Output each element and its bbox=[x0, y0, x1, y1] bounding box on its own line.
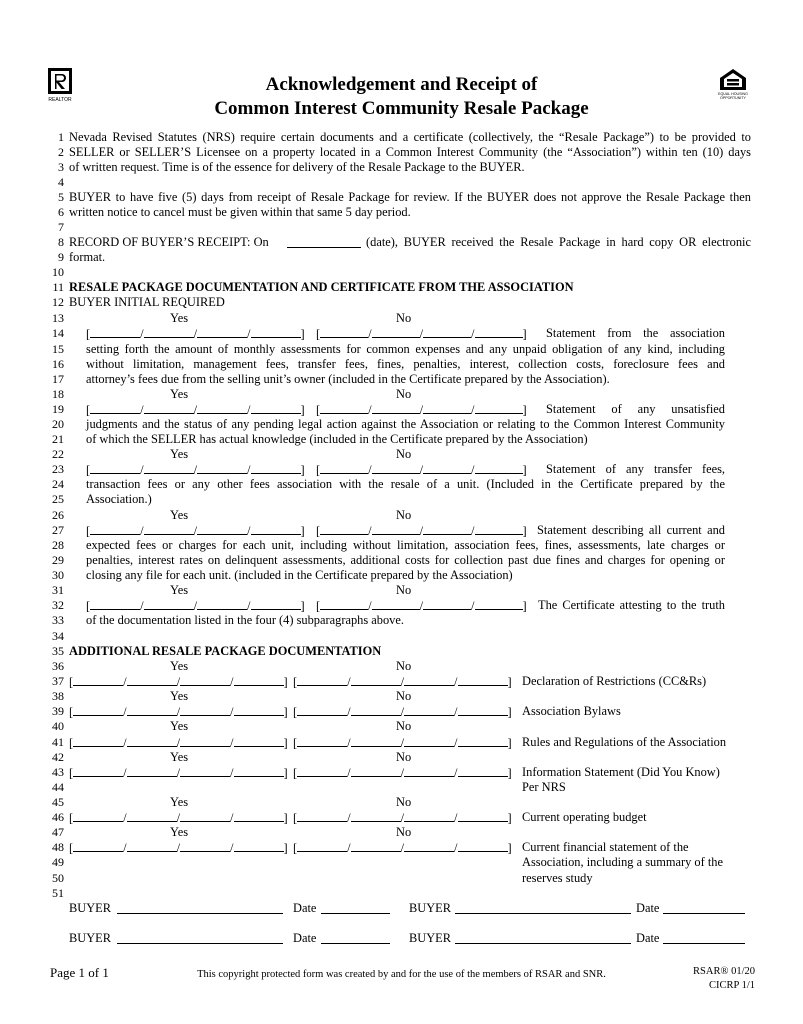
line-number: 12 bbox=[52, 295, 64, 309]
item-description-line: penalties, interest rates on delinquent assessments, additional costs for collection past due fines and charges for opening or bbox=[86, 553, 725, 567]
initials-field[interactable] bbox=[320, 402, 368, 414]
initials-field[interactable] bbox=[197, 462, 247, 474]
line-number: 15 bbox=[52, 342, 64, 356]
line-number: 3 bbox=[58, 160, 64, 174]
line-number: 32 bbox=[52, 598, 64, 612]
initials-field[interactable] bbox=[90, 402, 140, 414]
line-number: 13 bbox=[52, 311, 64, 325]
line-number: 33 bbox=[52, 613, 64, 627]
line-number: 29 bbox=[52, 553, 64, 567]
intro-line-5: BUYER to have five (5) days from receipt of Resale Package for review. If the BUYER does not approve the Resale Package then bbox=[69, 190, 751, 204]
no-initials-box: [ / / / ] bbox=[316, 524, 527, 538]
initials-field[interactable] bbox=[351, 840, 401, 852]
initials-field[interactable] bbox=[144, 523, 194, 535]
yes-label: Yes bbox=[170, 825, 189, 839]
initials-field[interactable] bbox=[180, 810, 230, 822]
initials-field[interactable] bbox=[197, 326, 247, 338]
initials-field[interactable] bbox=[180, 840, 230, 852]
yes-initials-box: [ / / / ] bbox=[69, 766, 288, 780]
line-number: 19 bbox=[52, 402, 64, 416]
no-label: No bbox=[396, 583, 412, 597]
initials-field[interactable] bbox=[127, 674, 177, 686]
line-number: 41 bbox=[52, 735, 64, 749]
yes-label: Yes bbox=[170, 750, 189, 764]
item-description-line: of the documentation listed in the four (4) subparagraphs above. bbox=[86, 613, 404, 627]
initials-field[interactable] bbox=[297, 674, 347, 686]
initials-field[interactable] bbox=[372, 598, 420, 610]
line-number: 17 bbox=[52, 372, 64, 386]
initials-field[interactable] bbox=[297, 735, 347, 747]
line-number: 25 bbox=[52, 492, 64, 506]
item-description-line: transaction fees or any other fees association with the resale of a unit. (Included in the Certificate prepared by the bbox=[86, 477, 725, 491]
initials-field[interactable] bbox=[404, 765, 454, 777]
item-description-line: setting forth the amount of monthly assessments for common expenses and any unpaid obligation of any kind, including bbox=[86, 342, 725, 356]
initials-field[interactable] bbox=[234, 765, 284, 777]
date-label: Date bbox=[293, 931, 317, 945]
buyer-signature-field[interactable] bbox=[117, 932, 283, 944]
line-number: 7 bbox=[58, 220, 64, 234]
yes-initials-box: [ / / / ] bbox=[69, 705, 288, 719]
no-initials-box: [ / / / ] bbox=[293, 841, 512, 855]
item-statement: Statement of any transfer fees, bbox=[546, 462, 725, 476]
initials-field[interactable] bbox=[251, 598, 301, 610]
yes-initials-box: [ / / / ] bbox=[86, 463, 305, 477]
document-name: Declaration of Restrictions (CC&Rs) bbox=[522, 674, 707, 688]
initials-field[interactable] bbox=[90, 462, 140, 474]
line-number: 26 bbox=[52, 508, 64, 522]
initials-field[interactable] bbox=[320, 523, 368, 535]
initials-field[interactable] bbox=[73, 674, 123, 686]
initials-field[interactable] bbox=[127, 735, 177, 747]
line-number: 27 bbox=[52, 523, 64, 537]
yes-initials-box: [ / / / ] bbox=[86, 327, 305, 341]
line-number: 42 bbox=[52, 750, 64, 764]
title-line-2: Common Interest Community Resale Package bbox=[214, 98, 589, 119]
initials-field[interactable] bbox=[234, 840, 284, 852]
initials-field[interactable] bbox=[351, 810, 401, 822]
yes-initials-box: [ / / / ] bbox=[69, 841, 288, 855]
initials-field[interactable] bbox=[475, 523, 523, 535]
initials-field[interactable] bbox=[73, 735, 123, 747]
initials-field[interactable] bbox=[351, 704, 401, 716]
initials-field[interactable] bbox=[144, 462, 194, 474]
line-number: 34 bbox=[52, 629, 64, 643]
yes-label: Yes bbox=[170, 583, 189, 597]
line-number: 21 bbox=[52, 432, 64, 446]
buyer-label: BUYER bbox=[69, 931, 111, 945]
initials-field[interactable] bbox=[351, 735, 401, 747]
yes-initials-box: [ / / / ] bbox=[69, 811, 288, 825]
date-field[interactable] bbox=[663, 932, 745, 944]
yes-initials-box: [ / / / ] bbox=[69, 736, 288, 750]
item-statement: Statement of any unsatisfied bbox=[546, 402, 725, 416]
line-number: 28 bbox=[52, 538, 64, 552]
yes-label: Yes bbox=[170, 387, 189, 401]
initials-field[interactable] bbox=[475, 598, 523, 610]
date-field[interactable] bbox=[663, 902, 745, 914]
document-name: Association Bylaws bbox=[522, 704, 621, 718]
line-number: 22 bbox=[52, 447, 64, 461]
yes-initials-box: [ / / / ] bbox=[86, 599, 305, 613]
section1-heading: RESALE PACKAGE DOCUMENTATION AND CERTIFICATE FROM THE ASSOCIATION bbox=[69, 280, 574, 294]
yes-label: Yes bbox=[170, 719, 189, 733]
initials-field[interactable] bbox=[404, 810, 454, 822]
initials-field[interactable] bbox=[127, 840, 177, 852]
line-number: 50 bbox=[52, 871, 64, 885]
initials-field[interactable] bbox=[458, 765, 508, 777]
yes-label: Yes bbox=[170, 311, 189, 325]
item-description-line: without limitation, management fees, transfer fees, fines, penalties, interest, collection costs, foreclosure fees and bbox=[86, 357, 725, 371]
line-number: 23 bbox=[52, 462, 64, 476]
yes-label: Yes bbox=[170, 447, 189, 461]
initials-field[interactable] bbox=[251, 402, 301, 414]
no-label: No bbox=[396, 825, 412, 839]
cicrp-code: CICRP 1/1 bbox=[709, 980, 755, 991]
item-description-line: expected fees or charges for each unit, including without limitation, association fees, fines, assessments, late charges or bbox=[86, 538, 725, 552]
no-initials-box: [ / / / ] bbox=[316, 327, 527, 341]
date-label: Date bbox=[293, 901, 317, 915]
initials-field[interactable] bbox=[351, 765, 401, 777]
initials-field[interactable] bbox=[90, 326, 140, 338]
item-description-line: judgments and the status of any pending legal action against the Association or relating to the Common Interest Community bbox=[86, 417, 725, 431]
no-initials-box: [ / / / ] bbox=[316, 599, 527, 613]
svg-text:REALTOR: REALTOR bbox=[48, 97, 72, 102]
initials-field[interactable] bbox=[197, 598, 247, 610]
intro-line-6: written notice to cancel must be given within that same 5 day period. bbox=[69, 205, 411, 219]
yes-initials-box: [ / / / ] bbox=[69, 675, 288, 689]
initials-field[interactable] bbox=[423, 598, 471, 610]
item-statement: The Certificate attesting to the truth bbox=[538, 598, 725, 612]
initials-field[interactable] bbox=[372, 402, 420, 414]
initials-field[interactable] bbox=[127, 810, 177, 822]
initials-field[interactable] bbox=[180, 674, 230, 686]
form-code bbox=[693, 965, 755, 993]
copyright-notice: This copyright protected form was created by and for the use of the members of RSAR and SNR. bbox=[197, 969, 606, 980]
line-number: 47 bbox=[52, 825, 64, 839]
initials-field[interactable] bbox=[320, 326, 368, 338]
line-number: 37 bbox=[52, 674, 64, 688]
line-number: 20 bbox=[52, 417, 64, 431]
yes-label: Yes bbox=[170, 795, 189, 809]
yes-label: Yes bbox=[170, 659, 189, 673]
date-field[interactable] bbox=[321, 932, 390, 944]
line-number: 18 bbox=[52, 387, 64, 401]
intro-line-2: SELLER or SELLER’S Licensee on a property located in a Common Interest Community (the “Association”) within ten (10) days bbox=[69, 145, 751, 159]
no-label: No bbox=[396, 447, 412, 461]
yes-label: Yes bbox=[170, 689, 189, 703]
initials-field[interactable] bbox=[90, 598, 140, 610]
initials-field[interactable] bbox=[127, 704, 177, 716]
initials-field[interactable] bbox=[372, 462, 420, 474]
receipt-label: RECORD OF BUYER’S RECEIPT: On bbox=[69, 235, 269, 249]
yes-initials-box: [ / / / ] bbox=[86, 403, 305, 417]
initials-field[interactable] bbox=[372, 326, 420, 338]
line-number: 8 bbox=[58, 235, 64, 249]
section2-heading: ADDITIONAL RESALE PACKAGE DOCUMENTATION bbox=[69, 644, 382, 658]
yes-label: Yes bbox=[170, 508, 189, 522]
initials-field[interactable] bbox=[458, 674, 508, 686]
initials-field[interactable] bbox=[372, 523, 420, 535]
document-name: Per NRS bbox=[522, 780, 566, 795]
no-initials-box: [ / / / ] bbox=[316, 403, 527, 417]
svg-text:EQUAL HOUSING: EQUAL HOUSING bbox=[718, 92, 748, 96]
item-description-line: of which the SELLER has actual knowledge (included in the Certificate prepared by the Association) bbox=[86, 432, 588, 446]
document-name: Association, including a summary of the bbox=[522, 855, 723, 870]
initials-field[interactable] bbox=[423, 462, 471, 474]
title-line-1: Acknowledgement and Receipt of bbox=[265, 74, 538, 95]
intro-line-9: format. bbox=[69, 250, 106, 264]
no-label: No bbox=[396, 795, 412, 809]
date-label: Date bbox=[636, 931, 660, 945]
no-initials-box: [ / / / ] bbox=[293, 736, 512, 750]
initials-field[interactable] bbox=[180, 735, 230, 747]
no-label: No bbox=[396, 750, 412, 764]
document-name: Current financial statement of the bbox=[522, 840, 689, 854]
initials-field[interactable] bbox=[423, 402, 471, 414]
line-number: 2 bbox=[58, 145, 64, 159]
page-number: Page 1 of 1 bbox=[50, 965, 109, 980]
svg-text:OPPORTUNITY: OPPORTUNITY bbox=[720, 96, 746, 100]
rsar-code: RSAR® 01/20 bbox=[693, 966, 755, 977]
line-number: 1 bbox=[58, 130, 64, 144]
initials-field[interactable] bbox=[234, 674, 284, 686]
buyer-signature-field[interactable] bbox=[117, 902, 283, 914]
initials-field[interactable] bbox=[180, 765, 230, 777]
no-initials-box: [ / / / ] bbox=[293, 766, 512, 780]
initials-field[interactable] bbox=[297, 840, 347, 852]
initials-field[interactable] bbox=[234, 704, 284, 716]
initials-field[interactable] bbox=[251, 462, 301, 474]
initials-field[interactable] bbox=[144, 326, 194, 338]
initials-field[interactable] bbox=[197, 402, 247, 414]
line-number: 6 bbox=[58, 205, 64, 219]
intro-line-1: Nevada Revised Statutes (NRS) require certain documents and a certificate (collectively, the “Resale Package”) to be provided to bbox=[69, 130, 751, 144]
line-number: 44 bbox=[52, 780, 64, 794]
initials-field[interactable] bbox=[73, 704, 123, 716]
initials-field[interactable] bbox=[251, 523, 301, 535]
no-label: No bbox=[396, 719, 412, 733]
initials-field[interactable] bbox=[458, 735, 508, 747]
initials-field[interactable] bbox=[351, 674, 401, 686]
initials-field[interactable] bbox=[475, 326, 523, 338]
initials-field[interactable] bbox=[73, 840, 123, 852]
initials-field[interactable] bbox=[73, 765, 123, 777]
initials-field[interactable] bbox=[423, 326, 471, 338]
line-number: 11 bbox=[52, 280, 64, 294]
initials-field[interactable] bbox=[475, 402, 523, 414]
line-number: 16 bbox=[52, 357, 64, 371]
line-number: 10 bbox=[52, 265, 64, 279]
no-label: No bbox=[396, 659, 412, 673]
no-label: No bbox=[396, 387, 412, 401]
line-number: 39 bbox=[52, 704, 64, 718]
receipt-date-field[interactable] bbox=[287, 236, 361, 248]
initials-field[interactable] bbox=[404, 840, 454, 852]
initials-field[interactable] bbox=[251, 326, 301, 338]
item-statement: Statement from the association bbox=[546, 326, 725, 340]
initials-field[interactable] bbox=[297, 704, 347, 716]
date-label: Date bbox=[636, 901, 660, 915]
intro-line-3: of written request. Time is of the essence for delivery of the Resale Package to the BUYER. bbox=[69, 160, 525, 174]
buyer-label: BUYER bbox=[69, 901, 111, 915]
item-description-line: closing any file for each unit. (included in the Certificate prepared by the Association) bbox=[86, 568, 513, 582]
no-initials-box: [ / / / ] bbox=[293, 705, 512, 719]
initials-field[interactable] bbox=[297, 765, 347, 777]
initials-field[interactable] bbox=[90, 523, 140, 535]
initials-field[interactable] bbox=[297, 810, 347, 822]
initials-field[interactable] bbox=[234, 810, 284, 822]
no-label: No bbox=[396, 689, 412, 703]
document-name: reserves study bbox=[522, 870, 593, 885]
document-name: Current operating budget bbox=[522, 810, 647, 824]
line-number: 5 bbox=[58, 190, 64, 204]
no-initials-box: [ / / / ] bbox=[293, 675, 512, 689]
buyer-label: BUYER bbox=[409, 901, 451, 915]
initials-field[interactable] bbox=[458, 840, 508, 852]
initials-field[interactable] bbox=[127, 765, 177, 777]
initials-field[interactable] bbox=[404, 704, 454, 716]
line-number: 35 bbox=[52, 644, 64, 658]
initials-field[interactable] bbox=[144, 402, 194, 414]
initials-field[interactable] bbox=[404, 735, 454, 747]
initials-field[interactable] bbox=[320, 598, 368, 610]
line-number: 45 bbox=[52, 795, 64, 809]
line-number: 51 bbox=[52, 886, 64, 900]
line-number: 30 bbox=[52, 568, 64, 582]
no-initials-box: [ / / / ] bbox=[316, 463, 527, 477]
initials-field[interactable] bbox=[197, 523, 247, 535]
line-number: 24 bbox=[52, 477, 64, 491]
line-number: 43 bbox=[52, 765, 64, 779]
line-number: 40 bbox=[52, 719, 64, 733]
item-description-line: attorney’s fees due from the selling unit’s owner (included in the Certificate prepared by the Association). bbox=[86, 372, 610, 386]
initials-field[interactable] bbox=[180, 704, 230, 716]
buyer-label: BUYER bbox=[409, 931, 451, 945]
initials-field[interactable] bbox=[458, 704, 508, 716]
initials-field[interactable] bbox=[144, 598, 194, 610]
line-number: 31 bbox=[52, 583, 64, 597]
line-number: 9 bbox=[58, 250, 64, 264]
date-field[interactable] bbox=[321, 902, 390, 914]
item-statement: Statement describing all current and bbox=[537, 523, 725, 537]
yes-initials-box: [ / / / ] bbox=[86, 524, 305, 538]
initials-field[interactable] bbox=[458, 810, 508, 822]
line-number: 49 bbox=[52, 855, 64, 869]
line-number: 36 bbox=[52, 659, 64, 673]
initials-field[interactable] bbox=[423, 523, 471, 535]
line-number: 38 bbox=[52, 689, 64, 703]
line-number: 14 bbox=[52, 326, 64, 340]
line-number: 46 bbox=[52, 810, 64, 824]
line-number: 48 bbox=[52, 840, 64, 854]
initials-field[interactable] bbox=[404, 674, 454, 686]
initials-field[interactable] bbox=[234, 735, 284, 747]
document-name: Information Statement (Did You Know) bbox=[522, 765, 720, 779]
item-description-line: Association.) bbox=[86, 492, 152, 506]
initials-field[interactable] bbox=[475, 462, 523, 474]
buyer-signature-field[interactable] bbox=[455, 932, 631, 944]
buyer-signature-field[interactable] bbox=[455, 902, 631, 914]
line-number: 4 bbox=[58, 175, 64, 189]
document-name: Rules and Regulations of the Association bbox=[522, 735, 727, 749]
section1-subheading: BUYER INITIAL REQUIRED bbox=[69, 295, 225, 309]
initials-field[interactable] bbox=[320, 462, 368, 474]
receipt-text: (date), BUYER received the Resale Package in hard copy OR electronic bbox=[366, 235, 751, 249]
initials-field[interactable] bbox=[73, 810, 123, 822]
no-label: No bbox=[396, 508, 412, 522]
no-initials-box: [ / / / ] bbox=[293, 811, 512, 825]
no-label: No bbox=[396, 311, 412, 325]
